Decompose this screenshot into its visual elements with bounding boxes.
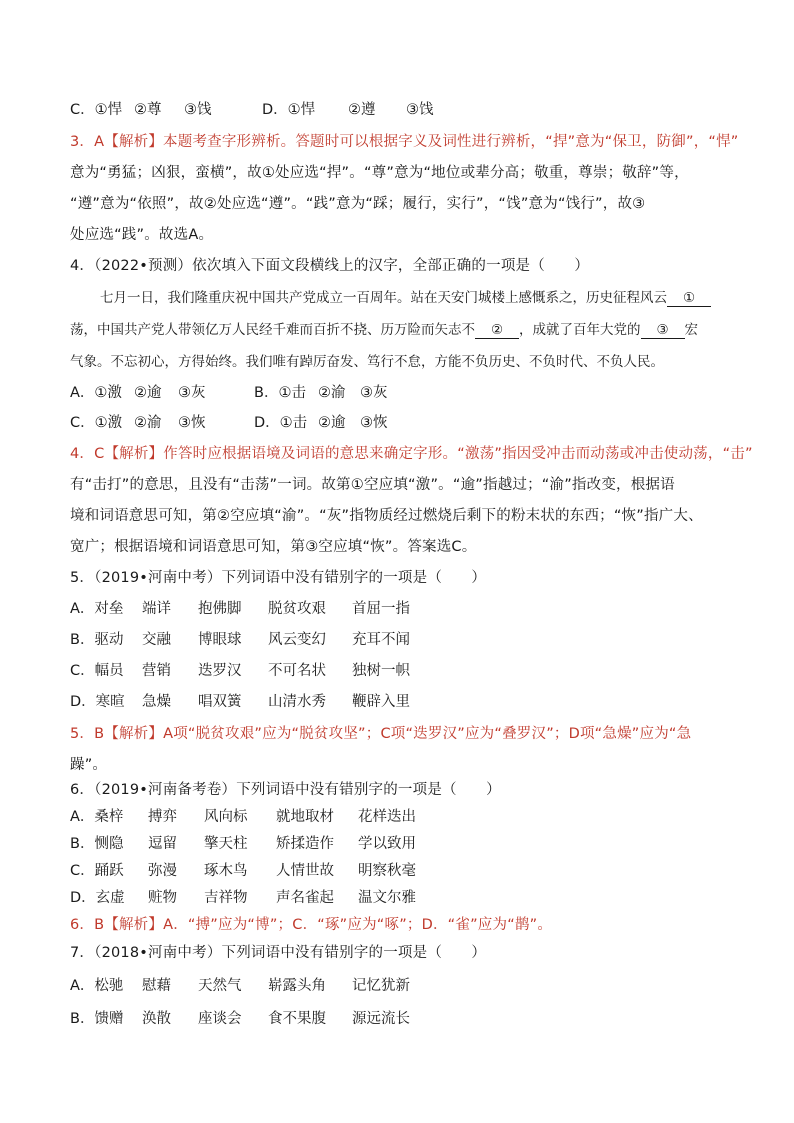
option-item: ①击 <box>278 385 306 401</box>
option-c <box>70 99 212 121</box>
word: D．寒暄 <box>70 694 125 710</box>
word: 温文尔雅 <box>358 890 416 906</box>
word: 记忆犹新 <box>352 978 410 994</box>
word: 声名雀起 <box>276 890 334 906</box>
word: A．对垒 <box>70 601 124 617</box>
answer-4-line-3: 境和词语意思可知，第②空应填“渝”。“灰”指物质经过燃烧后剩下的粉末状的东西；“恢”指广大、 <box>70 508 703 524</box>
option-item: ①击 <box>279 415 308 431</box>
passage-text: 七月一日，我们隆重庆祝中国共产党成立一百周年。站在天安门城楼上感慨系之，历史征程风云 <box>100 290 667 306</box>
word: 脱贫攻艰 <box>268 601 326 617</box>
word: 充耳不闻 <box>352 632 410 648</box>
option-item: ①悍 <box>94 102 123 118</box>
option-label: D． <box>262 102 288 118</box>
word: D．玄虚 <box>70 890 125 906</box>
word: 抱佛脚 <box>198 601 242 617</box>
option-item: ②遵 <box>348 102 376 118</box>
option-item: ③饯 <box>184 102 212 118</box>
option-label: A． <box>70 385 95 401</box>
word: 慰藉 <box>142 978 171 994</box>
passage-line-3: 气象。不忘初心，方得始终。我们唯有踔厉奋发、笃行不怠，方能不负历史、不负时代、不负人民。 <box>70 354 664 370</box>
word: C．幅员 <box>70 663 124 679</box>
option-item: ②渝 <box>318 385 346 401</box>
question-6-stem: 6．（2019•河南备考卷）下列词语中没有错别字的一项是（ ） <box>70 782 501 798</box>
option-label: B． <box>254 385 279 401</box>
word: 迭罗汉 <box>198 663 242 679</box>
option-a <box>70 382 206 404</box>
word: 擎天柱 <box>204 836 248 852</box>
answer-4-line-4: 宽广；根据语境和词语意思可知，第③空应填“恢”。答案选C。 <box>70 539 477 555</box>
passage-text: 宏 <box>684 322 698 338</box>
option-item: ①激 <box>94 385 122 401</box>
option-item: ③灰 <box>178 385 206 401</box>
answer-4-line-2: 有“击打”的意思，且没有“击荡”一词。故第①空应填“激”。“逾”指越过；“渝”指改变，根据语 <box>70 477 675 493</box>
answer-3-line-4: 处应选“践”。故选A。 <box>70 227 214 243</box>
word: 涣散 <box>142 1011 171 1027</box>
option-d <box>262 99 434 121</box>
word: 交融 <box>142 632 171 648</box>
answer-3-line-3: “遵”意为“依照”，故②处应选“遵”。“践”意为“踩；履行，实行”，“饯”意为“饯行”，故③ <box>70 196 646 212</box>
word: A．松驰 <box>70 978 124 994</box>
option-item: ②逾 <box>134 385 162 401</box>
word: 源远流长 <box>352 1011 410 1027</box>
word: 琢木鸟 <box>204 863 248 879</box>
option-item: ③恢 <box>360 415 388 431</box>
word: 明察秋毫 <box>358 863 416 879</box>
word: B．驱动 <box>70 632 124 648</box>
word: 风向标 <box>204 809 248 825</box>
word: 博眼球 <box>198 632 242 648</box>
word: 食不果腹 <box>268 1011 326 1027</box>
word: 座谈会 <box>198 1011 242 1027</box>
word: 不可名状 <box>268 663 326 679</box>
word: A．桑梓 <box>70 809 124 825</box>
word: C．踊跃 <box>70 863 124 879</box>
option-item: ③恢 <box>178 415 206 431</box>
word: 端详 <box>142 601 171 617</box>
passage-line-1 <box>100 287 734 309</box>
word: 花样迭出 <box>358 809 416 825</box>
answer-3-line-2: 意为“勇猛；凶狠，蛮横”，故①处应选“捍”。“尊”意为“地位或辈分高；敬重，尊崇；敬辞”等， <box>70 165 689 181</box>
option-label: C． <box>70 415 95 431</box>
blank-1: ① <box>667 290 711 307</box>
word: 营销 <box>142 663 171 679</box>
answer-6-line-1: 6．B【解析】A．“搏”应为“博”；C．“琢”应为“啄”；D．“雀”应为“鹊”。 <box>70 917 553 933</box>
word: 崭露头角 <box>268 978 326 994</box>
option-item: ①激 <box>94 415 123 431</box>
word: 就地取材 <box>276 809 334 825</box>
question-5-stem: 5．（2019•河南中考）下列词语中没有错别字的一项是（ ） <box>70 570 487 586</box>
answer-5-line-2: 躁”。 <box>70 757 108 773</box>
option-b <box>254 382 388 404</box>
word: 唱双簧 <box>198 694 242 710</box>
answer-5-line-1: 5．B【解析】A项“脱贫攻艰”应为“脱贫攻坚”；C项“迭罗汉”应为“叠罗汉”；D项“急燥”应为“急 <box>70 726 692 742</box>
word: 独树一帜 <box>352 663 410 679</box>
option-item: ③灰 <box>360 385 388 401</box>
option-item: ①悍 <box>287 102 316 118</box>
word: 山清水秀 <box>268 694 326 710</box>
word: 吉祥物 <box>204 890 248 906</box>
blank-3: ③ <box>641 322 685 339</box>
option-label: D． <box>254 415 280 431</box>
word: 鞭辟入里 <box>352 694 410 710</box>
word: B．馈赠 <box>70 1011 124 1027</box>
word: 搏弈 <box>148 809 177 825</box>
word: 人情世故 <box>276 863 334 879</box>
question-4-stem: 4．（2022•预测）依次填入下面文段横线上的汉字，全部正确的一项是（ ） <box>70 258 590 274</box>
option-item: ③饯 <box>406 102 434 118</box>
word: 弥漫 <box>148 863 177 879</box>
word: 矫揉造作 <box>276 836 334 852</box>
word: 逗留 <box>148 836 177 852</box>
passage-text: ，成就了百年大党的 <box>519 322 641 338</box>
option-item: ②渝 <box>134 415 162 431</box>
answer-4-line-1: 4．C【解析】作答时应根据语境及词语的意思来确定字形。“激荡”指因受冲击而动荡或冲击使动荡，“击” <box>70 446 753 462</box>
word: 风云变幻 <box>268 632 326 648</box>
passage-line-2 <box>70 319 734 341</box>
word: 首屈一指 <box>352 601 410 617</box>
word: 急燥 <box>142 694 171 710</box>
passage-text: 荡，中国共产党人带领亿万人民经千难而百折不挠、历万险而矢志不 <box>70 322 475 338</box>
option-item: ②尊 <box>134 102 162 118</box>
option-d <box>254 412 388 434</box>
blank-2: ② <box>475 322 519 339</box>
option-item: ②逾 <box>318 415 346 431</box>
word: 学以致用 <box>358 836 416 852</box>
question-7-stem: 7．（2018•河南中考）下列词语中没有错别字的一项是（ ） <box>70 945 487 961</box>
word: 天然气 <box>198 978 242 994</box>
option-label: C． <box>70 102 95 118</box>
word: B．恻隐 <box>70 836 124 852</box>
option-c <box>70 412 206 434</box>
answer-3-line-1: 3．A【解析】本题考查字形辨析。答题时可以根据字义及词性进行辨析，“捍”意为“保卫，防御”，“悍” <box>70 134 739 150</box>
word: 赃物 <box>148 890 177 906</box>
